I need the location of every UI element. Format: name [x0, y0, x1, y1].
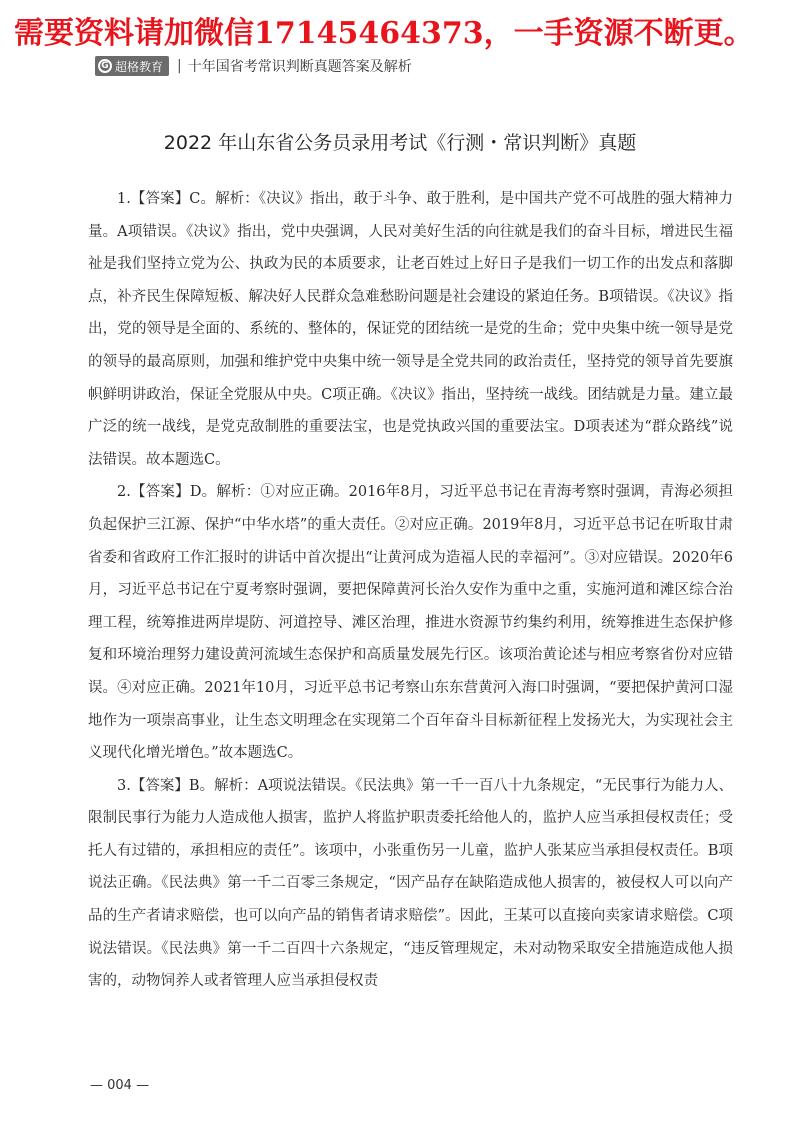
page-header: [95, 55, 412, 77]
logo-text: 超格教育: [115, 59, 164, 74]
publisher-logo: [95, 56, 169, 76]
answer-paragraph-2: 2.【答案】D。解析：①对应正确。2016年8月，习近平总书记在青海考察时强调，青海必须担负起保护三江源、保护“中华水塔”的重大责任。②对应正确。2019年8月，习近平总书记在听取甘肃省委和省政府工作汇报时的讲话中首次提出“让黄河成为造福人民的幸福河”。③对应错误。2020年6月，习近平总书记在宁夏考察时强调，要把保障黄河长治久安作为重中之重，实施河道和滩区综合治理工程，统筹推进两岸堤防、河道控导、滩区治理，推进水资源节约集约利用，统筹推进生态保护修复和环境治理努力建设黄河流域生态保护和高质量发展先行区。该项治黄论述与相应考察省份对应错误。④对应正确。2021年10月，习近平总书记考察山东东营黄河入海口时强调，“要把保护黄河口湿地作为一项崇高事业，让生态文明理念在实现第二个百年奋斗目标新征程上发扬光大，为实现社会主义现代化增光增色。”故本题选C。: [88, 484, 733, 762]
document-body: [88, 183, 733, 998]
answer-paragraph-3: 3.【答案】B。解析：A项说法错误。《民法典》第一千一百八十九条规定，“无民事行为能力人、限制民事行为能力人造成他人损害，监护人将监护职责委托给他人的，监护人应当承担侵权责任；受托人有过错的，承担相应的责任”。该项中，小张重伤另一儿童，监护人张某应当承担侵权责任。B项说法正确。《民法典》第一千二百零三条规定，“因产品存在缺陷造成他人损害的，被侵权人可以向产品的生产者请求赔偿，也可以向产品的销售者请求赔偿”。因此，王某可以直接向卖家请求赔偿。C项说法错误。《民法典》第一千二百四十六条规定，“违反管理规定，未对动物采取安全措施造成他人损害的，动物饲养人或者管理人应当承担侵权责: [88, 777, 733, 990]
answer-paragraph-1: 1.【答案】C。解析：《决议》指出，敢于斗争、敢于胜利，是中国共产党不可战胜的强大精神力量。A项错误。《决议》指出，党中央强调，人民对美好生活的向往就是我们的奋斗目标，增进民生福祉是我们坚持立党为公、执政为民的本质要求，让老百姓过上好日子是我们一切工作的出发点和落脚点，补齐民生保障短板、解决好人民群众急难愁盼问题是社会建设的紧迫任务。B项错误。《决议》指出，党的领导是全面的、系统的、整体的，保证党的团结统一是党的生命；党中央集中统一领导是党的领导的最高原则，加强和维护党中央集中统一领导是全党共同的政治责任，坚持党的领导首先要旗帜鲜明讲政治，保证全党服从中央。C项正确。《决议》指出，坚持统一战线。团结就是力量。建立最广泛的统一战线，是党克敌制胜的重要法宝，也是党执政兴国的重要法宝。D项表述为“群众路线”说法错误。故本题选C。: [88, 191, 733, 468]
document-title: 2022 年山东省公务员录用考试《行测・常识判断》真题: [163, 132, 637, 154]
page-number: — 004 —: [90, 1078, 150, 1093]
header-separator: |: [177, 58, 182, 74]
logo-g-icon: G: [98, 59, 112, 73]
header-title: 十年国省考常识判断真题答案及解析: [187, 59, 412, 75]
watermark-banner: 需要资料请加微信17145464373，一手资源不断更。: [14, 16, 754, 51]
